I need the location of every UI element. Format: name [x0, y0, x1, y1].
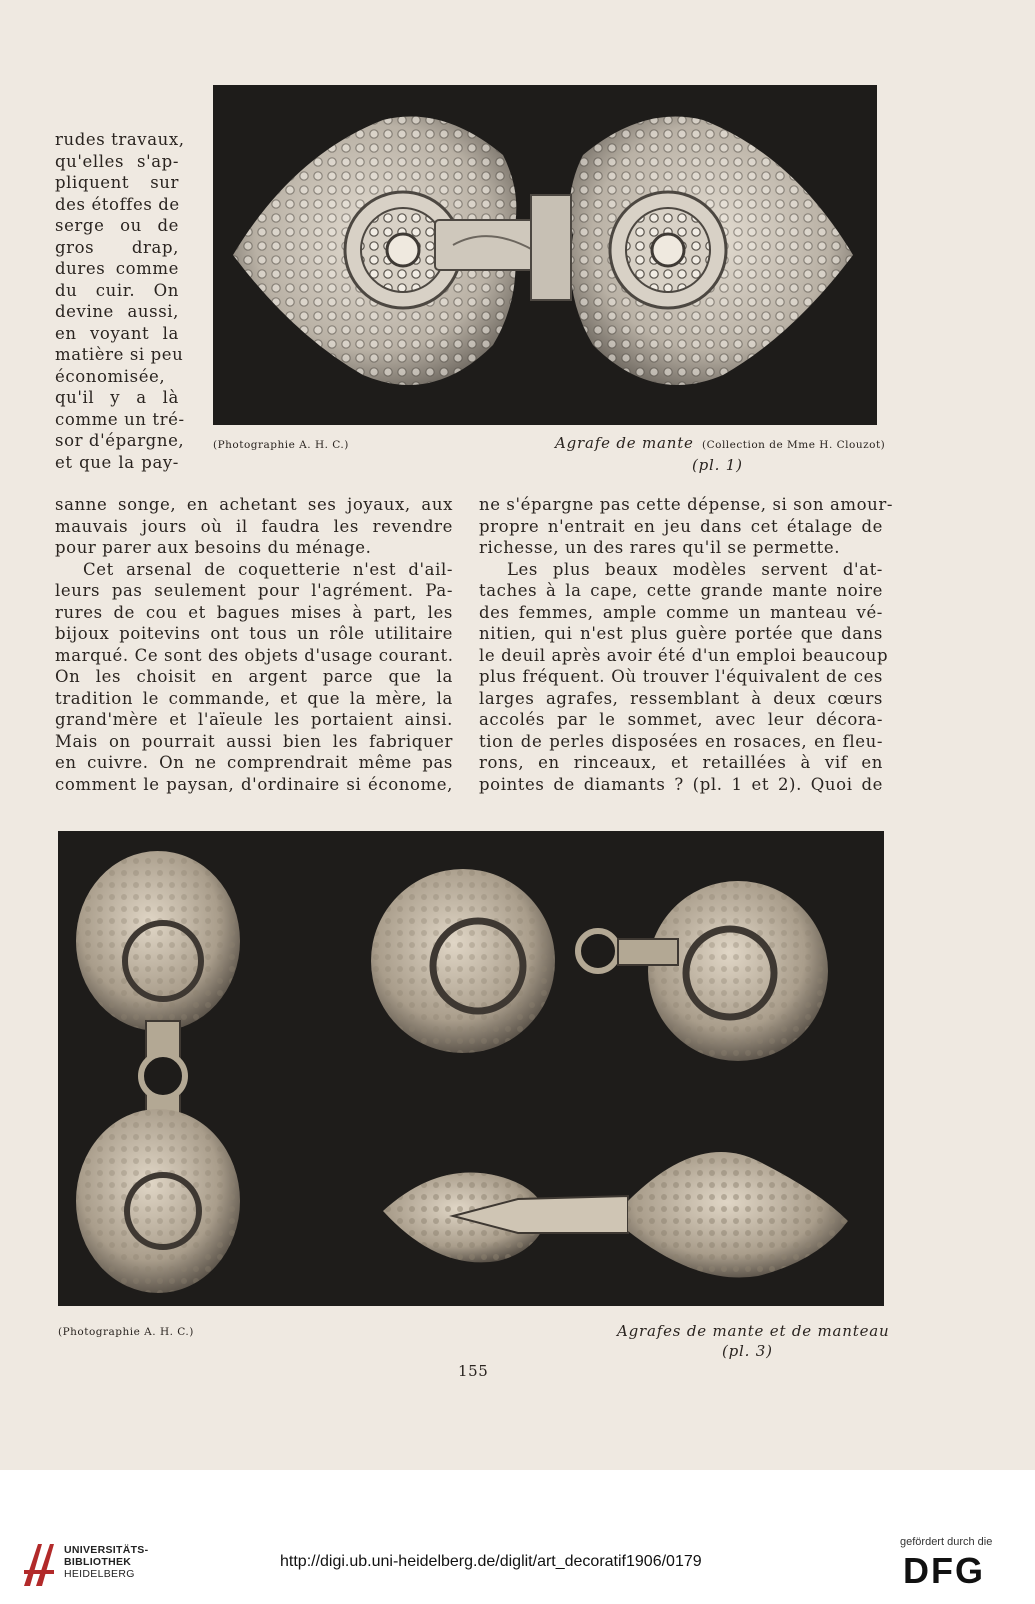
text-line: nitien, qui n'est plus guère portée que dans	[479, 624, 883, 643]
text-line: Cet arsenal de coquetterie n'est d'ail-	[83, 559, 453, 579]
plate-1-title: Agrafe de mante	[555, 434, 694, 452]
text-line: ne s'épargne pas cette dépense, si son amour-	[479, 495, 894, 514]
text-line: bijoux poitevins ont tous un rôle utilitaire	[55, 624, 453, 643]
plate-3-credit: (Photographie A. H. C.)	[58, 1326, 194, 1338]
funded-by-label: gefördert durch die	[900, 1536, 993, 1548]
plate-3-photo	[58, 831, 884, 1306]
text-line: pliquent sur	[55, 173, 179, 192]
text-line: qu'elles s'ap-	[55, 151, 179, 171]
text-line: taches à la cape, cette grande mante noire	[479, 581, 883, 600]
source-url-link[interactable]: http://digi.ub.uni-heidelberg.de/diglit/art_decoratif1906/0179	[280, 1553, 702, 1570]
text-line: du cuir. On	[55, 280, 179, 300]
left-column-body	[55, 494, 453, 795]
library-name-line-3: HEIDELBERG	[64, 1568, 135, 1580]
plate-3-number: (pl. 3)	[722, 1342, 773, 1360]
text-line: des femmes, ample comme un manteau vé-	[479, 602, 883, 622]
text-line: sanne songe, en achetant ses joyaux, aux	[55, 495, 453, 514]
plate-1-number: (pl. 1)	[692, 456, 743, 474]
text-line: plus fréquent. Où trouver l'équivalent de ces	[479, 667, 883, 686]
text-line: devine aussi,	[55, 302, 179, 321]
text-line: en cuivre. On ne comprendrait même pas	[55, 753, 453, 772]
text-line: Mais on pourrait aussi bien les fabriquer	[55, 731, 453, 751]
text-line: tradition le commande, et que la mère, la	[55, 688, 453, 708]
text-line: accolés par le sommet, avec leur décora-	[479, 710, 883, 729]
text-line: pointes de diamants ? (pl. 1 et 2). Quoi de	[479, 774, 883, 794]
library-name-line-2: BIBLIOTHEK	[64, 1556, 132, 1568]
text-line: rudes travaux,	[55, 130, 185, 149]
right-column-body	[479, 494, 894, 795]
plate-1-collection: (Collection de Mme H. Clouzot)	[702, 439, 886, 451]
text-line: dures comme	[55, 259, 179, 278]
left-column-top	[55, 129, 185, 473]
text-line: et que la pay-	[55, 452, 179, 472]
university-library-logo-icon	[20, 1540, 60, 1590]
text-line: rures de cou et bagues mises à part, les	[55, 602, 453, 622]
text-line: marqué. Ce sont des objets d'usage courant.	[55, 645, 454, 665]
text-line: pour parer aux besoins du ménage.	[55, 538, 372, 557]
text-line: mauvais jours où il faudra les revendre	[55, 516, 453, 536]
text-line: tion de perles disposées en rosaces, en fleu-	[479, 731, 883, 751]
dfg-logo: DFG	[903, 1550, 985, 1591]
text-line: On les choisit en argent parce que la	[55, 667, 453, 686]
plate-1-photo	[213, 85, 877, 425]
text-line: propre n'entrait en jeu dans cet étalage de	[479, 516, 883, 536]
text-line: gros drap,	[55, 237, 179, 257]
library-name-line-1: UNIVERSITÄTS-	[64, 1544, 149, 1556]
plate-3-title: Agrafes de mante et de manteau	[617, 1322, 890, 1340]
text-line: larges agrafes, ressemblant à deux cœurs	[479, 688, 883, 708]
plate-1-credit: (Photographie A. H. C.)	[213, 439, 349, 451]
text-line: économisée,	[55, 366, 166, 386]
clasp-illustration-3	[58, 831, 884, 1306]
text-line: qu'il y a là	[55, 388, 179, 407]
page-number: 155	[458, 1362, 489, 1380]
text-line: le deuil après avoir été d'un emploi beaucoup	[479, 645, 889, 665]
text-line: comme un tré-	[55, 409, 185, 429]
text-line: en voyant la	[55, 323, 179, 343]
text-line: rons, en rinceaux, et retaillées à vif en	[479, 753, 883, 772]
clasp-illustration-1	[213, 85, 877, 425]
text-line: sor d'épargne,	[55, 431, 185, 450]
text-line: comment le paysan, d'ordinaire si économe,	[55, 774, 453, 794]
text-line: grand'mère et l'aïeule les portaient ainsi.	[55, 710, 453, 729]
text-line: des étoffes de	[55, 194, 180, 214]
text-line: Les plus beaux modèles servent d'at-	[507, 559, 883, 579]
text-line: leurs pas seulement pour l'agrément. Pa-	[55, 581, 453, 600]
digital-library-footer	[0, 1470, 1035, 1604]
text-line: serge ou de	[55, 216, 179, 235]
text-line: matière si peu	[55, 345, 184, 364]
text-line: richesse, un des rares qu'il se permette.	[479, 538, 841, 557]
